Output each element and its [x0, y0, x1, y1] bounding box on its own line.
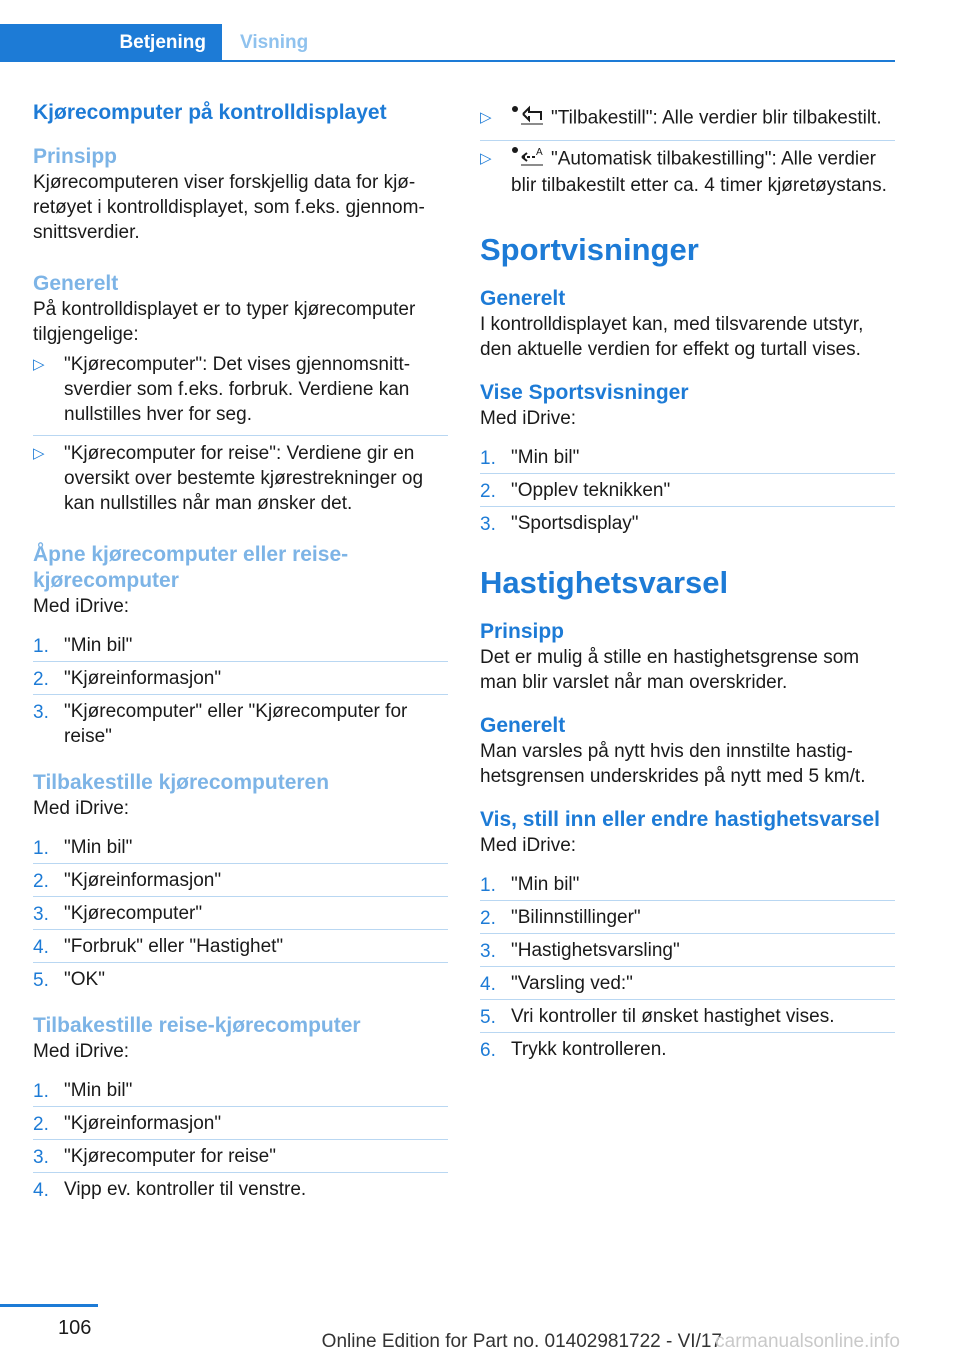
chapter-tabs — [0, 24, 895, 62]
tab-divider — [222, 60, 895, 62]
paragraph-generelt: På kontrolldisplayet er to typer kjørecomputer tilgjengelige: — [33, 299, 416, 345]
footer-rule — [0, 1304, 98, 1307]
left-column — [33, 100, 448, 1205]
list-item: ▷ "Kjørecomputer": Det vises gjennomsnittsverdier som f.eks. forbruk. Verdiene kan nullstilles hver for seg. — [33, 347, 448, 436]
list-item: 1. "Min bil" — [480, 868, 895, 901]
list-item: ▷ A "Automatisk tilbakestilling": Alle verdier blir tilbakestilt etter ca. 4 timer kjøretøystans. — [480, 147, 887, 196]
steps-reset-computer — [33, 831, 448, 995]
list-item: 3. "Kjørecomputer" — [33, 897, 448, 930]
list-item: 1. "Min bil" — [480, 441, 895, 474]
triangle-bullet-icon: ▷ — [480, 150, 492, 167]
reset-arrow-icon — [511, 105, 545, 132]
steps-open-computer — [33, 629, 448, 752]
page-number: 106 — [58, 1317, 92, 1339]
steps-speed — [480, 868, 895, 1065]
list-item: 2. "Bilinnstillinger" — [480, 901, 895, 934]
list-item: 4. "Varsling ved:" — [480, 967, 895, 1000]
list-item: 2. "Kjøreinformasjon" — [33, 864, 448, 897]
paragraph-prinsipp: Kjørecomputeren viser forskjellig data for kjøretøyet i kontrolldisplayet, som f.eks. gjennomsnittsverdier. — [33, 172, 425, 243]
tab-visning[interactable]: Visning — [240, 32, 309, 53]
heading-sportvisninger: Sportvisninger — [480, 232, 699, 267]
triangle-bullet-icon: ▷ — [33, 445, 45, 462]
heading-set-speed: Vis, still inn eller endre hastighetsvarsel — [480, 808, 880, 831]
heading-open-computer: Åpne kjørecomputer eller reisekjørecomputer — [33, 543, 349, 592]
triangle-bullet-icon: ▷ — [480, 109, 492, 126]
idrive-intro: Med iDrive: — [33, 596, 130, 617]
auto-reset-icon — [511, 146, 545, 173]
idrive-intro: Med iDrive: — [480, 408, 577, 429]
list-item: 4. "Forbruk" eller "Hastighet" — [33, 930, 448, 963]
paragraph-sport-generelt: I kontrolldisplayet kan, med tilsvarende utstyr, den aktuelle verdien for effekt og turtall vises. — [480, 314, 864, 360]
steps-reset-trip-computer — [33, 1074, 448, 1205]
list-item: 4. Vipp ev. kontroller til venstre. — [33, 1179, 307, 1201]
triangle-bullet-icon: ▷ — [33, 356, 45, 373]
heading-hastighetsvarsel: Hastighetsvarsel — [480, 565, 729, 600]
list-item: 3. "Sportsdisplay" — [480, 513, 639, 535]
paragraph-speed-generelt: Man varsles på nytt hvis den innstilte hastighetsgrensen underskrides på nytt med 5 km/t. — [480, 741, 866, 787]
heading-prinsipp: Prinsipp — [33, 145, 118, 168]
idrive-intro: Med iDrive: — [480, 835, 577, 856]
svg-text:A: A — [536, 147, 543, 158]
idrive-intro: Med iDrive: — [33, 798, 130, 819]
list-item: 2. "Kjøreinformasjon" — [33, 662, 448, 695]
right-column — [480, 100, 895, 1065]
list-item: 1. "Min bil" — [33, 629, 448, 662]
heading-generelt: Generelt — [33, 272, 119, 295]
list-item: 2. "Opplev teknikken" — [480, 474, 895, 507]
list-item: 5. Vri kontroller til ønsket hastighet vises. — [480, 1000, 895, 1033]
list-item: 6. Trykk kontrolleren. — [480, 1039, 667, 1061]
list-item: 2. "Kjøreinformasjon" — [33, 1107, 448, 1140]
tab-betjening[interactable]: Betjening — [0, 24, 222, 62]
list-item: 1. "Min bil" — [33, 1074, 448, 1107]
list-item: 3. "Hastighetsvarsling" — [480, 934, 895, 967]
watermark: carmanualsonline.info — [715, 1331, 900, 1352]
bullet-list-computer-types — [33, 347, 448, 524]
idrive-intro: Med iDrive: — [33, 1041, 130, 1062]
paragraph-speed-prinsipp: Det er mulig å stille en hastighetsgrense som man blir varslet når man overskrider. — [480, 647, 860, 693]
heading-generelt-sport: Generelt — [480, 287, 566, 310]
heading-reset-computer: Tilbakestille kjørecomputeren — [33, 771, 330, 794]
list-item: 3. "Kjørecomputer for reise" — [33, 1140, 448, 1173]
list-item: 1. "Min bil" — [33, 831, 448, 864]
list-item: 3. "Kjørecomputer" eller "Kjørecomputer for reise" — [33, 701, 408, 747]
list-item: ▷ "Tilbakestill": Alle verdier blir tilbakestilt. — [480, 100, 895, 141]
list-item: 5. "OK" — [33, 969, 105, 991]
heading-vise-sport: Vise Sportsvisninger — [480, 381, 689, 404]
edition-text: Online Edition for Part no. 01402981722 - VI/17 — [321, 1331, 722, 1352]
list-item: ▷ "Kjørecomputer for reise": Verdiene gir en oversikt over bestemte kjørestrekninger og kan nullstilles når man ønsker det. — [33, 443, 424, 514]
section-title: Kjørecomputer på kontrolldisplayet — [33, 101, 387, 124]
steps-sport — [480, 441, 895, 539]
heading-prinsipp-speed: Prinsipp — [480, 620, 565, 643]
heading-generelt-speed: Generelt — [480, 714, 566, 737]
bullet-list-reset-options — [480, 100, 895, 206]
heading-reset-trip-computer: Tilbakestille reise-kjørecomputer — [33, 1014, 361, 1037]
